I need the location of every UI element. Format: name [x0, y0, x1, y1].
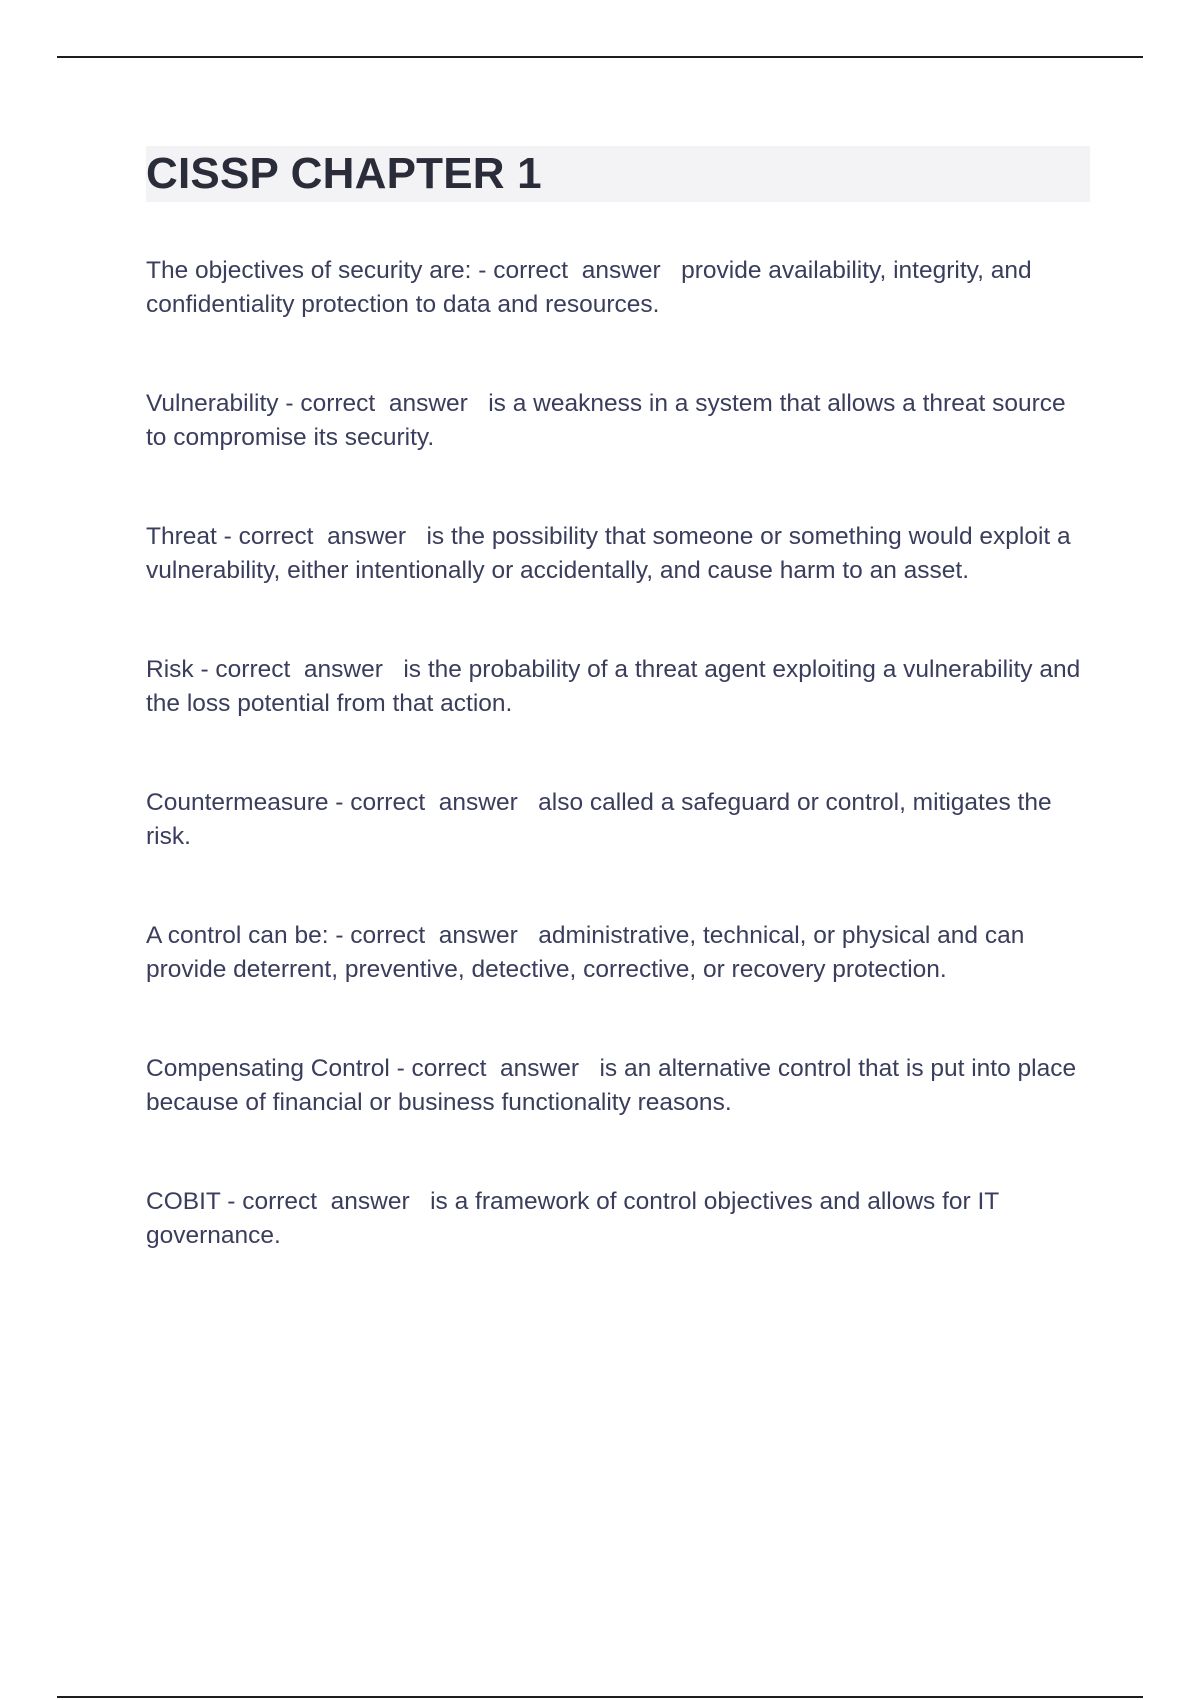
qa-item — [146, 520, 1090, 588]
qa-term: Compensating Control — [146, 1055, 390, 1082]
qa-term: COBIT — [146, 1188, 221, 1215]
qa-answer: is a weakness in a system that allows a threat source to compromise its security. — [146, 390, 1066, 451]
qa-item — [146, 1052, 1090, 1120]
qa-term: Vulnerability — [146, 390, 279, 417]
qa-term: The objectives of security are: — [146, 257, 472, 284]
qa-answer: is the possibility that someone or something would exploit a vulnerability, either intentionally or accidentally, and cause harm to an asset. — [146, 523, 1071, 584]
qa-answer: is an alternative control that is put into place because of financial or business functionality reasons. — [146, 1055, 1077, 1116]
qa-list — [146, 254, 1090, 1253]
qa-separator: - correct answer — [471, 257, 682, 284]
qa-item — [146, 1185, 1090, 1253]
qa-item — [146, 653, 1090, 721]
page-title: CISSP CHAPTER 1 — [146, 149, 542, 198]
qa-term: A control can be: — [146, 922, 329, 949]
qa-item — [146, 919, 1090, 987]
qa-answer: also called a safeguard or control, mitigates the risk. — [146, 789, 1052, 850]
qa-item — [146, 786, 1090, 854]
qa-answer: provide availability, integrity, and confidentiality protection to data and resources. — [146, 257, 1032, 318]
qa-separator: - correct answer — [328, 789, 539, 816]
top-rule — [57, 56, 1143, 58]
qa-item — [146, 254, 1090, 322]
qa-separator: - correct answer — [193, 656, 404, 683]
bottom-rule — [57, 1696, 1143, 1698]
qa-separator: - correct answer — [389, 1055, 600, 1082]
title-band — [146, 146, 1090, 202]
qa-separator: - correct answer — [328, 922, 539, 949]
document-body — [146, 146, 1090, 1253]
qa-separator: - correct answer — [216, 523, 427, 550]
qa-answer: is a framework of control objectives and allows for IT governance. — [146, 1188, 999, 1249]
qa-answer: administrative, technical, or physical and can provide deterrent, preventive, detective, corrective, or recovery protection. — [146, 922, 1025, 983]
qa-separator: - correct answer — [278, 390, 489, 417]
qa-separator: - correct answer — [220, 1188, 431, 1215]
qa-term: Threat — [146, 523, 217, 550]
qa-term: Countermeasure — [146, 789, 329, 816]
qa-item — [146, 387, 1090, 455]
qa-answer: is the probability of a threat agent exploiting a vulnerability and the loss potential from that action. — [146, 656, 1081, 717]
qa-term: Risk — [146, 656, 194, 683]
